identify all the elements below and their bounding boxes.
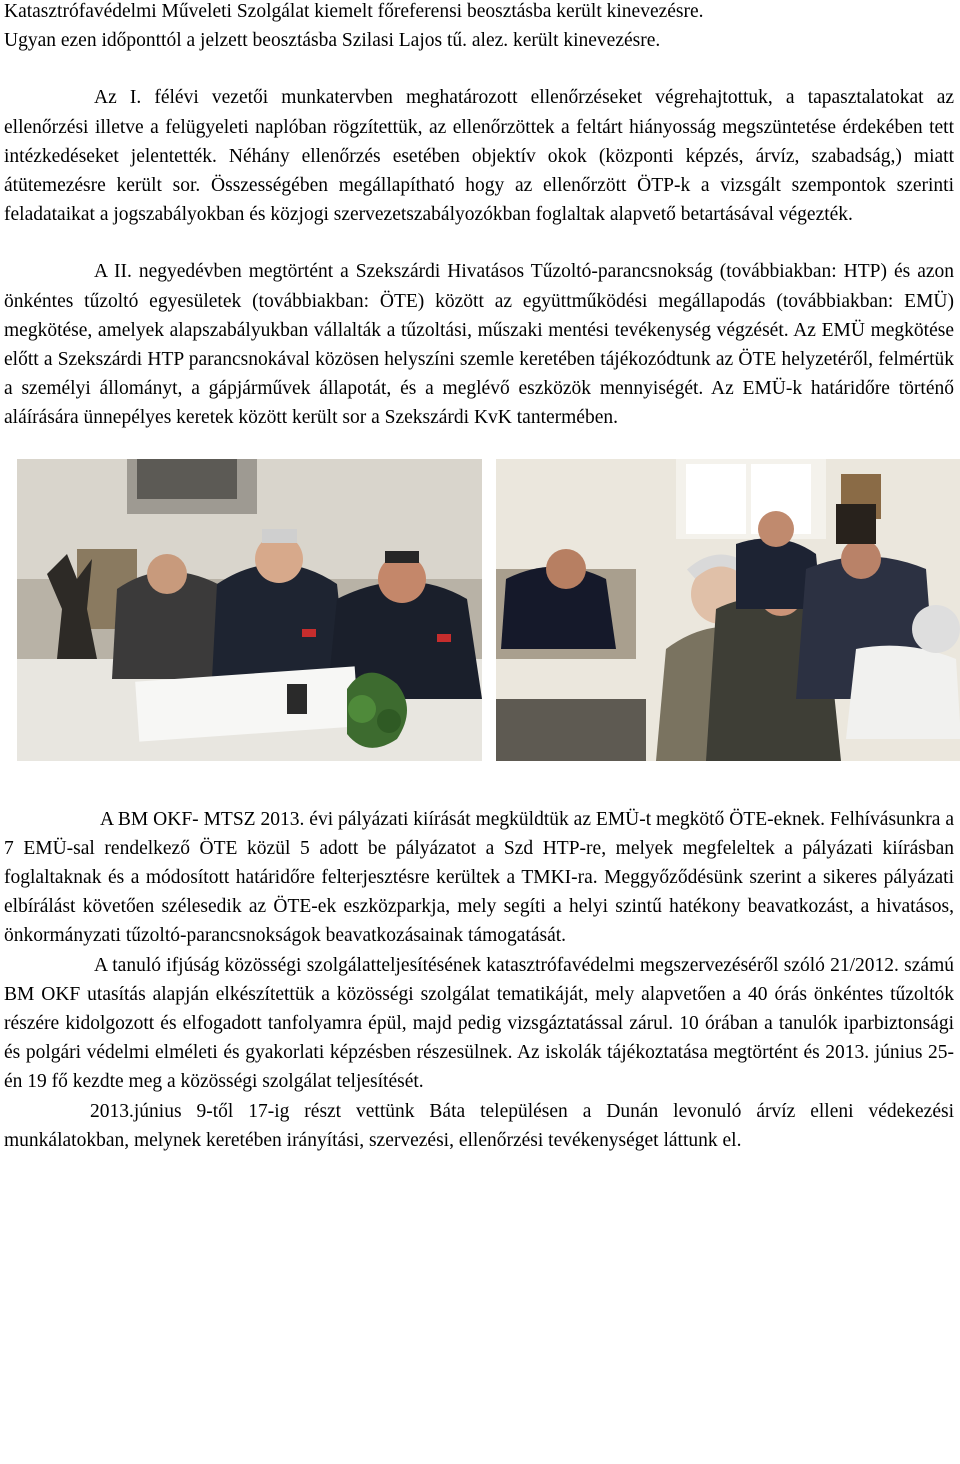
paragraph-inspections: Az I. félévi vezetői munkatervben meghatározott ellenőrzéseket végrehajtottuk, a tapasztalatokat az ellenőrzési illetve a felügyeleti naplóban rögzítettük, az ellenőrzöttek a feltárt hiányosság megszüntetése érdekében tett intézkedéseket jelentették. Néhány ellenőrzés esetében objektív okok (központi képzés, árvíz, szabadság,) miatt átütemezésre került sor. Összességében megállapítható hogy az ellenőrzött ÖTP-k a vizsgált szempontok szerinti feladataikat a jogszabályokban és közjogi szervezetszabályozókban foglaltak alapvető betartásával végezték. (4, 87, 954, 226)
paragraph-community-service: A tanuló ifjúság közösségi szolgálatteljesítésének katasztrófavédelmi megszervezéséről szóló 21/2012. számú BM OKF utasítás alapján elkészítettük a közösségi szolgálat tematikáját, mely alapvetően a 40 órás önkéntes tűzoltók részére kidolgozott és elfogadott tanfolyamra épül, majd pedig vizsgáztatással zárul. 10 órában a tanulók iparbiztonsági és polgári védelmi elméleti és gyakorlati képzésben részesülnek. Az iskolák tájékoztatása megtörtént és 2013. június 25-én 19 fő kezdte meg a közösségi szolgálat teljesítését. (4, 954, 954, 1093)
document-page (4, 0, 954, 1155)
intro-line-1: Katasztrófavédelmi Műveleti Szolgálat kiemelt főreferensi beosztásba került kinevezésre. (4, 1, 704, 22)
signing-ceremony-photo (17, 459, 482, 761)
paragraph-grant-application: A BM OKF- MTSZ 2013. évi pályázati kiírását megküldtük az EMÜ-t megkötő ÖTE-eknek. Felhívásunkra a 7 EMÜ-sal rendelkező ÖTE közül 5 adott be pályázatot a Szd HTP-re, melyek megfeleltek a pályázati kiírásban foglaltaknak és a módosított határidőre felterjesztésre kerültek a TMKI-ra. Meggyőződésünk szerint a sikeres pályázati elbírálást követően szélesedik az ÖTE-ek eszközparkja, mely segíti a helyi szintű hatékony beavatkozást, a hivatásos, önkormányzati tűzoltó-parancsnokságok beavatkozásainak támogatását. (4, 808, 954, 947)
audience-photo (496, 459, 960, 761)
intro-line-2: Ugyan ezen időponttól a jelzett beosztásba Szilasi Lajos tű. alez. került kinevezésre. (4, 30, 661, 52)
paragraph-flood-defense: 2013.június 9-től 17-ig részt vettünk Báta településen a Dunán levonuló árvíz elleni védekezési munkálatokban, melynek keretében irányítási, szervezési, ellenőrzési tevékenységet láttunk el. (4, 1100, 954, 1151)
photo-row (4, 459, 954, 805)
paragraph-cooperation-agreement: A II. negyedévben megtörtént a Szekszárdi Hivatásos Tűzoltó-parancsnokság (továbbiakban: HTP) és azon önkéntes tűzoltó egyesületek (továbbiakban: ÖTE) között az együttműködési megállapodás (továbbiakban: EMÜ) megkötése, amelyek alapszabályukban vállalták a tűzoltási, műszaki mentési tevékenység végzését. Az EMÜ megkötése előtt a Szekszárdi HTP parancsnokával közösen helyszíni szemle keretében tájékozódtunk az ÖTE helyzetéről, felmértük a személyi állományt, a gápjárművek állapotát, és a meglévő eszközök mennyiségét. Az EMÜ-k határidőre történő aláírására ünnepélyes keretek között került sor a Szekszárdi KvK tantermében. (4, 261, 954, 429)
